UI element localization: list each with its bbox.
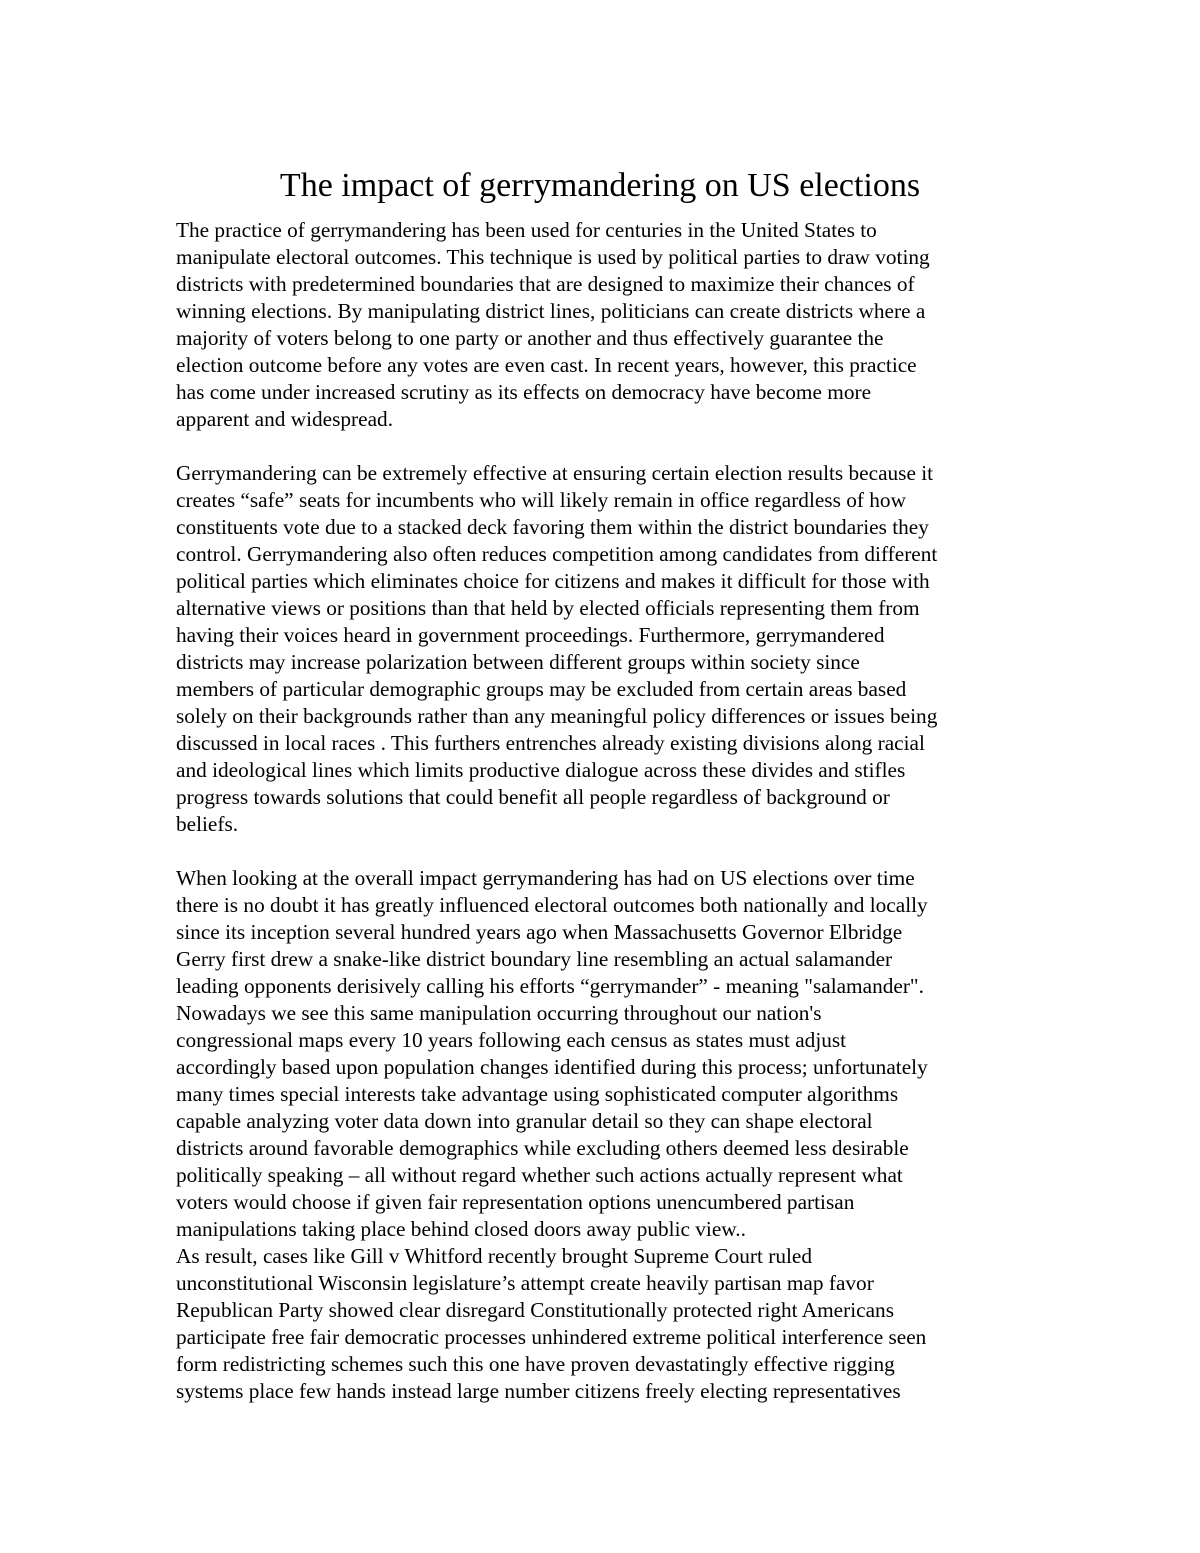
text-line: apparent and widespread. bbox=[176, 407, 394, 431]
paragraph-gap bbox=[176, 838, 1036, 865]
text-line: many times special interests take advantage using sophisticated computer algorithms bbox=[176, 1082, 899, 1106]
text-line: and ideological lines which limits productive dialogue across these divides and stifles bbox=[176, 758, 906, 782]
text-line: The practice of gerrymandering has been used for centuries in the United States to bbox=[176, 218, 877, 242]
text-line: systems place few hands instead large number citizens freely electing representatives bbox=[176, 1379, 901, 1403]
document-title: The impact of gerrymandering on US elections bbox=[279, 167, 921, 204]
text-line: voters would choose if given fair representation options unencumbered partisan bbox=[176, 1190, 855, 1214]
text-line: Gerry first drew a snake-like district boundary line resembling an actual salamander bbox=[176, 947, 893, 971]
text-line: accordingly based upon population changes identified during this process; unfortunately bbox=[176, 1055, 928, 1079]
text-line: political parties which eliminates choice for citizens and makes it difficult for those with bbox=[176, 569, 930, 593]
text-line: Nowadays we see this same manipulation occurring throughout our nation's bbox=[176, 1001, 822, 1025]
text-line: having their voices heard in government proceedings. Furthermore, gerrymandered bbox=[176, 623, 885, 647]
paragraph bbox=[176, 217, 1036, 433]
text-line: since its inception several hundred years ago when Massachusetts Governor Elbridge bbox=[176, 920, 903, 944]
text-line: has come under increased scrutiny as its effects on democracy have become more bbox=[176, 380, 872, 404]
text-line: members of particular demographic groups may be excluded from certain areas based bbox=[176, 677, 907, 701]
text-line: discussed in local races . This furthers entrenches already existing divisions along racial bbox=[176, 731, 925, 755]
text-line: capable analyzing voter data down into granular detail so they can shape electoral bbox=[176, 1109, 873, 1133]
text-line: districts around favorable demographics while excluding others deemed less desirable bbox=[176, 1136, 909, 1160]
text-line: unconstitutional Wisconsin legislature’s attempt create heavily partisan map favor bbox=[176, 1271, 874, 1295]
text-line: form redistricting schemes such this one have proven devastatingly effective rigging bbox=[176, 1352, 895, 1376]
text-line: When looking at the overall impact gerrymandering has had on US elections over time bbox=[176, 866, 915, 890]
text-line: districts with predetermined boundaries that are designed to maximize their chances of bbox=[176, 272, 915, 296]
text-line: creates “safe” seats for incumbents who will likely remain in office regardless of how bbox=[176, 488, 906, 512]
text-line: manipulations taking place behind closed doors away public view.. bbox=[176, 1217, 746, 1241]
text-line: As result, cases like Gill v Whitford recently brought Supreme Court ruled bbox=[176, 1244, 813, 1268]
text-line: Gerrymandering can be extremely effective at ensuring certain election results because it bbox=[176, 461, 934, 485]
text-line: constituents vote due to a stacked deck favoring them within the district boundaries they bbox=[176, 515, 929, 539]
paragraph bbox=[176, 460, 1036, 838]
paragraph-gap bbox=[176, 433, 1036, 460]
text-line: congressional maps every 10 years following each census as states must adjust bbox=[176, 1028, 847, 1052]
text-line: participate free fair democratic processes unhindered extreme political interference seen bbox=[176, 1325, 927, 1349]
text-line: politically speaking – all without regard whether such actions actually represent what bbox=[176, 1163, 903, 1187]
text-line: manipulate electoral outcomes. This technique is used by political parties to draw voting bbox=[176, 245, 930, 269]
text-line: election outcome before any votes are even cast. In recent years, however, this practice bbox=[176, 353, 917, 377]
text-line: progress towards solutions that could benefit all people regardless of background or bbox=[176, 785, 890, 809]
document-body bbox=[176, 217, 1036, 1405]
text-line: control. Gerrymandering also often reduces competition among candidates from different bbox=[176, 542, 938, 566]
text-line: there is no doubt it has greatly influenced electoral outcomes both nationally and locally bbox=[176, 893, 928, 917]
text-line: majority of voters belong to one party or another and thus effectively guarantee the bbox=[176, 326, 884, 350]
text-line: winning elections. By manipulating district lines, politicians can create districts where a bbox=[176, 299, 926, 323]
text-line: beliefs. bbox=[176, 812, 239, 836]
text-line: solely on their backgrounds rather than any meaningful policy differences or issues being bbox=[176, 704, 938, 728]
text-line: alternative views or positions than that held by elected officials representing them from bbox=[176, 596, 920, 620]
text-line: leading opponents derisively calling his efforts “gerrymander” - meaning "salamander". bbox=[176, 974, 924, 998]
text-line: Republican Party showed clear disregard Constitutionally protected right Americans bbox=[176, 1298, 894, 1322]
paragraph bbox=[176, 865, 1036, 1405]
text-line: districts may increase polarization between different groups within society since bbox=[176, 650, 860, 674]
